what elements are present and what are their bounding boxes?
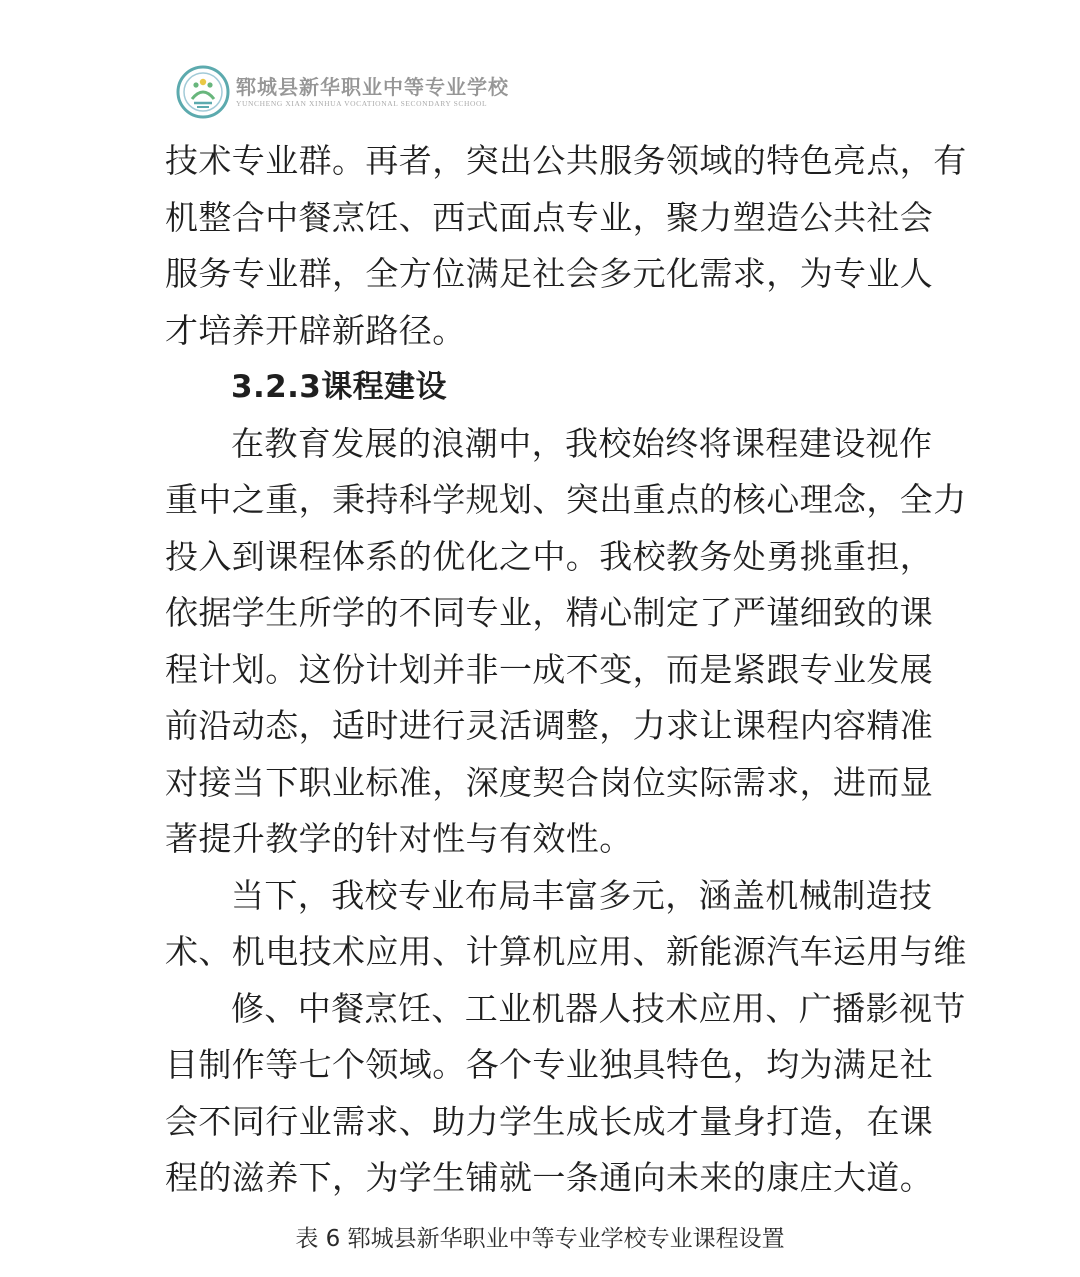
text-line: 投入到课程体系的优化之中。我校教务处勇挑重担， bbox=[165, 536, 934, 576]
school-emblem-icon bbox=[176, 65, 230, 119]
table-caption: 表 6 郓城县新华职业中等专业学校专业课程设置 bbox=[295, 1226, 785, 1252]
section-heading: 3.2.3课程建设 bbox=[231, 369, 447, 405]
paragraph-majors bbox=[165, 868, 967, 1207]
text-line: 术、机电技术应用、计算机应用、新能源汽车运用与维 bbox=[165, 932, 967, 971]
text-line: 目制作等七个领域。各个专业独具特色，均为满足社 bbox=[165, 1045, 934, 1084]
text-line: 重中之重，秉持科学规划、突出重点的核心理念，全力 bbox=[165, 480, 967, 519]
text-line: 当下，我校专业布局丰富多元，涵盖机械制造技 bbox=[231, 875, 933, 915]
text-line: 依据学生所学的不同专业，精心制定了严谨细致的课 bbox=[165, 593, 934, 632]
text-line: 机整合中餐烹饪、西式面点专业，聚力塑造公共社会 bbox=[165, 197, 934, 237]
text-line: 程的滋养下，为学生铺就一条通向未来的康庄大道。 bbox=[165, 1158, 934, 1197]
text-line: 技术专业群。再者，突出公共服务领域的特色亮点，有 bbox=[165, 141, 967, 180]
text-line: 在教育发展的浪潮中，我校始终将课程建设视作 bbox=[231, 423, 933, 463]
school-name-block bbox=[236, 75, 509, 109]
text-line: 修、中餐烹饪、工业机器人技术应用、广播影视节 bbox=[231, 988, 966, 1028]
text-line: 会不同行业需求、助力学生成长成才量身打造，在课 bbox=[165, 1101, 934, 1141]
text-line: 服务专业群，全方位满足社会多元化需求，为专业人 bbox=[165, 254, 934, 293]
school-name-english: YUNCHENG XIAN XINHUA VOCATIONAL SECONDARY SCHOOL bbox=[236, 99, 488, 108]
paragraph-curriculum-planning bbox=[165, 416, 967, 868]
text-line: 才培养开辟新路径。 bbox=[165, 310, 466, 350]
text-line: 程计划。这份计划并非一成不变，而是紧跟专业发展 bbox=[165, 649, 934, 689]
text-line: 对接当下职业标准，深度契合岗位实际需求，进而显 bbox=[165, 762, 934, 802]
paragraph-continuation bbox=[165, 133, 967, 359]
school-name-chinese: 郓城县新华职业中等专业学校 bbox=[236, 75, 509, 99]
document-body bbox=[165, 133, 967, 1207]
page-header bbox=[176, 64, 509, 120]
text-line: 著提升教学的针对性与有效性。 bbox=[165, 819, 633, 858]
text-line: 前沿动态，适时进行灵活调整，力求让课程内容精准 bbox=[165, 706, 934, 745]
